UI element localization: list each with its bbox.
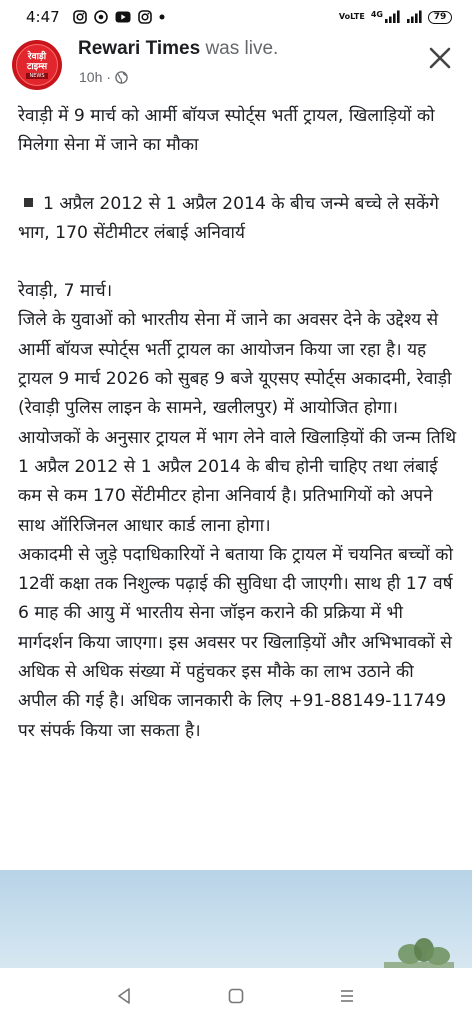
youtube-icon [115, 11, 131, 23]
signal-icon-2 [406, 10, 422, 24]
post-bullet [18, 190, 458, 249]
instagram-icon [73, 10, 87, 24]
page-name-link[interactable]: Rewari Times [78, 38, 201, 59]
nav-back-button[interactable] [110, 981, 140, 1011]
post-headline: रेवाड़ी में 9 मार्च को आर्मी बॉयज स्पोर्ट्स भर्ती ट्रायल, खिलाड़ियों को मिलेगा सेना में जाने का मौका [18, 106, 435, 156]
post-meta [79, 69, 128, 85]
notification-dot-icon [159, 14, 165, 20]
close-button[interactable] [426, 44, 454, 72]
back-triangle-icon [116, 987, 134, 1005]
recents-lines-icon [338, 987, 356, 1005]
close-icon [429, 47, 451, 69]
nav-home-button[interactable] [221, 981, 251, 1011]
page-avatar[interactable] [12, 40, 62, 90]
status-bar [0, 0, 472, 34]
post-time[interactable]: 10h [79, 69, 103, 85]
spacer [18, 161, 458, 190]
post-body [18, 102, 458, 746]
post-paragraph-1: जिले के युवाओं को भारतीय सेना में जाने का अवसर देने के उद्देश्य से आर्मी बॉयज स्पोर्ट्स भर्ती ट्रायल का आयोजन किया जा रहा है। यह ट्रायल 9 मार्च 2026 को सुबह 9 बजे यूएसए स्पोर्ट्स अकादमी, रेवाड़ी (रेवाड़ी पुलिस लाइन के सामने, खलीलपुर) में आयोजित होगा। [18, 310, 452, 419]
post-paragraph-3: अकादमी से जुड़े पदाधिकारियों ने बताया कि ट्रायल में चयनित बच्चों को 12वीं कक्षा तक निशुल्क पढ़ाई की सुविधा दी जाएगी। साथ ही 17 वर्ष 6 माह की आयु में भारतीय सेना जॉइन कराने की प्रक्रिया में भी मार्गदर्शन किया जाएगा। इस अवसर पर खिलाड़ियों और अभिभावकों से अधिक से अधिक संख्या में पहुंचकर इस मौके का लाभ उठाने की अपील की गई है। अधिक जानकारी के लिए +91-88149-11749 पर संपर्क किया जा सकता है। [18, 544, 453, 741]
avatar-logo [16, 44, 58, 86]
spacer [18, 248, 458, 277]
live-status-text: was live. [205, 38, 279, 59]
globe-icon [115, 71, 128, 84]
camera-icon [94, 10, 108, 24]
instagram-icon-2 [138, 10, 152, 24]
tree-silhouette [384, 928, 454, 968]
post-paragraph-2: आयोजकों के अनुसार ट्रायल में भाग लेने वाले खिलाड़ियों की जन्म तिथि 1 अप्रैल 2012 से 1 अप्रैल 2014 के बीच होनी चाहिए तथा लंबाई कम से कम 170 सेंटीमीटर होना अनिवार्य है। प्रतिभागियों को अपने साथ ऑरिजिनल आधार कार्ड लाना होगा। [18, 427, 457, 536]
network-type: 4G [370, 10, 383, 19]
status-right [339, 10, 452, 24]
battery-indicator: 79 [428, 11, 452, 24]
avatar-text-line2: टाइम्स [26, 61, 48, 72]
post-header [0, 36, 472, 94]
avatar-text-line1: रेवाड़ी [27, 51, 47, 62]
page-name-line [78, 38, 278, 60]
status-time: 4:47 [26, 8, 60, 26]
volte-label: VoLTE [338, 12, 365, 21]
signal-icon [371, 10, 400, 24]
android-nav-bar [0, 968, 472, 1024]
status-left [26, 8, 165, 26]
avatar-text-line3: NEWS [26, 73, 47, 79]
bullet-square-icon [24, 198, 33, 207]
meta-separator: · [106, 69, 112, 85]
post-dateline: रेवाड़ी, 7 मार्च। [18, 281, 113, 302]
post-image[interactable] [0, 870, 472, 968]
nav-recents-button[interactable] [332, 981, 362, 1011]
home-square-icon [227, 987, 245, 1005]
post-bullet-text: 1 अप्रैल 2012 से 1 अप्रैल 2014 के बीच जन्मे बच्चे ले सकेंगे भाग, 170 सेंटीमीटर लंबाई अनिवार्य [18, 193, 439, 243]
